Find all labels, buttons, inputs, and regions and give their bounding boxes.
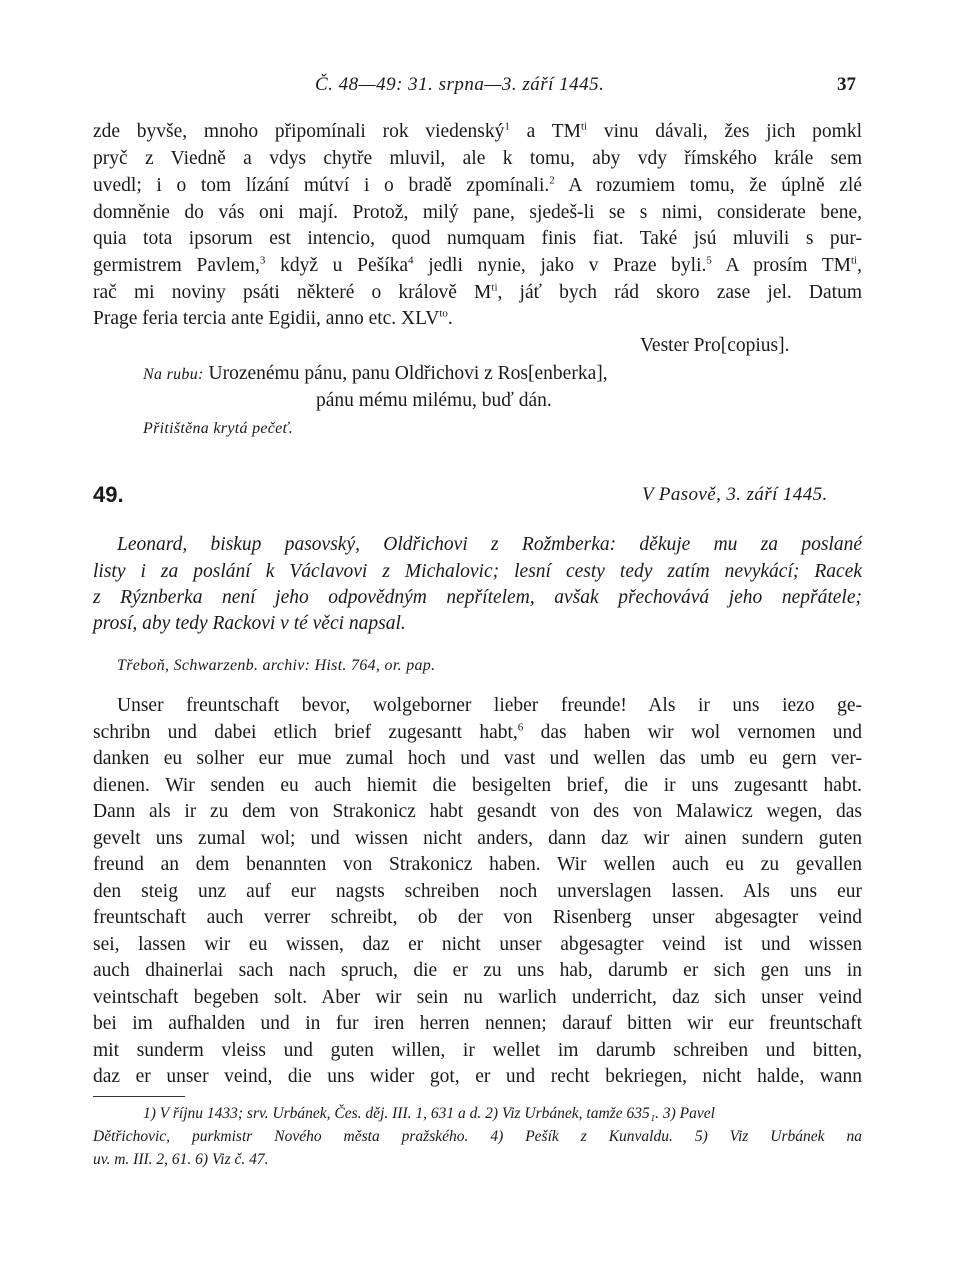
text-line: Prage feria tercia ante Egidii, anno etc. $XLV^{to}$. <box>93 307 453 329</box>
footnote-ref: 4 <box>408 254 414 267</box>
signature: Vester Pro[copius]. <box>640 335 790 356</box>
text-line: sei, lassen wir eu wissen, daz er nicht unser abgesagter veind ist und wissen <box>93 934 862 955</box>
text-line: mit sunderm vleiss und guten willen, ir wellet im darumb schreiben und bitten, <box>93 1040 862 1061</box>
summary-line: z Rýznberka není jeho odpovědným nepřítelem, avšak přechovává jeho nepřátele; <box>93 587 862 608</box>
text-line: domněnie do vás oni mají. Protož, milý pane, sjedeš-li se s nimi, considerate bene, <box>93 202 862 223</box>
address-label: Na rubu: <box>143 366 204 383</box>
footnote-ref: 1 <box>504 120 510 133</box>
archival-source: Třeboň, Schwarzenb. archiv: Hist. 764, or. pap. <box>117 657 436 674</box>
footnote-line: 1) V říjnu 1433; srv. Urbánek, Čes. děj. III. 1, 631 a d. 2) Viz Urbánek, tamže 635₁. 3) Pavel <box>143 1105 715 1122</box>
text-line: quia tota ipsorum est intencio, quod numquam finis fiat. Také jsú mluvili s pur- <box>93 228 862 249</box>
text-line: schribn und dabei etlich brief zugesantt habt,$^6$ das haben wir wol vernomen und <box>93 721 862 743</box>
summary-line: Leonard, biskup pasovský, Oldřichovi z Rožmberka: děkuje mu za poslané <box>117 534 862 555</box>
address-endorsement: Na rubu: Urozenému pánu, panu Oldřichovi z Ros[enberka], <box>143 363 608 384</box>
text-line: bei im aufhalden und in fur iren herren nennen; darauf bitten wir eur freuntschaft <box>93 1013 862 1034</box>
footnote-line: uv. m. III. 2, 61. 6) Viz č. 47. <box>93 1151 269 1168</box>
summary-line: listy i za poslání k Václavovi z Michalovic; lesní cesty tedy zatím nevykácí; Racek <box>93 561 862 582</box>
text-line: rač mi noviny psáti některé o králově $M^{ti}$, jáť bych rád skoro zase jel. Datum <box>93 281 862 303</box>
running-head: Č. 48—49: 31. srpna—3. září 1445. <box>315 74 605 95</box>
text-line: auch dhainerlai sach nach spruch, die er zu uns hab, darumb er sich gen uns in <box>93 960 862 981</box>
text-line: dienen. Wir senden eu auch hiemit die besigelten brief, die ir uns zugesantt habt. <box>93 775 862 796</box>
text-line: gevelt uns zumal wol; und wissen nicht anders, dann daz wir ainen sundern guten <box>93 828 862 849</box>
text-line: pryč z Viedně a vdys chytře mluvil, ale k tomu, aby vdy římského krále sem <box>93 148 862 169</box>
text-line: daz er unser veind, die uns wider got, er und recht bekriegen, nicht halde, wann <box>93 1066 862 1087</box>
seal-note: Přitištěna krytá pečeť. <box>143 420 294 437</box>
text-line: danken eu solher eur mue zumal hoch und vast und wellen das umb eu gern ver- <box>93 748 862 769</box>
text-line: freuntschaft auch verrer schreibt, ob der von Risenberg unser abgesagter veind <box>93 907 862 928</box>
text-line: veintschaft begeben solt. Aber wir sein nu warlich underricht, daz sich unser veind <box>93 987 862 1008</box>
document-number: 49. <box>93 482 124 507</box>
footnote-ref: 2 <box>549 174 555 187</box>
footnote-ref: 6 <box>517 721 524 734</box>
document-place-date: V Pasově, 3. září 1445. <box>642 484 828 505</box>
footnote-ref: 5 <box>706 254 712 267</box>
text-line: freund an dem benannten von Strakonicz haben. Wir wellen auch eu zu gevallen <box>93 854 862 875</box>
text-line: zde byvše, mnoho připomínali rok viedenský$^1$ a $TM^{ti}$ vinu dávali, žes jich pomkl <box>93 120 862 142</box>
summary-line: prosí, aby tedy Rackovi v té věci napsal. <box>93 613 406 634</box>
address-line-2: pánu mému milému, buď dán. <box>316 390 552 411</box>
text-line: germistrem Pavlem,$^3$ když u Pešíka$^4$ jedli nynie, jako v Praze byli.$^5$ A prosím $TM^{ti}$, <box>93 254 862 276</box>
text-line: Dann als ir zu dem von Strakonicz habt gesandt von des von Malawicz wegen, das <box>93 801 862 822</box>
text-line: den steig unz auf eur nagsts schreiben noch unverslagen lassen. Als uns eur <box>93 881 862 902</box>
text-line: uvedl; i o tom lízání mútví i o bradě zpomínali.$^2$ A rozumiem tomu, že úplně zlé <box>93 174 862 196</box>
footnote-divider <box>93 1096 185 1097</box>
page-number: 37 <box>837 74 856 95</box>
text-line: Unser freuntschaft bevor, wolgeborner lieber freunde! Als ir uns iezo ge- <box>117 695 862 716</box>
footnote-ref: 3 <box>259 254 266 267</box>
footnote-line: Dětřichovic, purkmistr Nového města pražského. 4) Pešík z Kunvaldu. 5) Viz Urbánek na <box>93 1128 862 1145</box>
